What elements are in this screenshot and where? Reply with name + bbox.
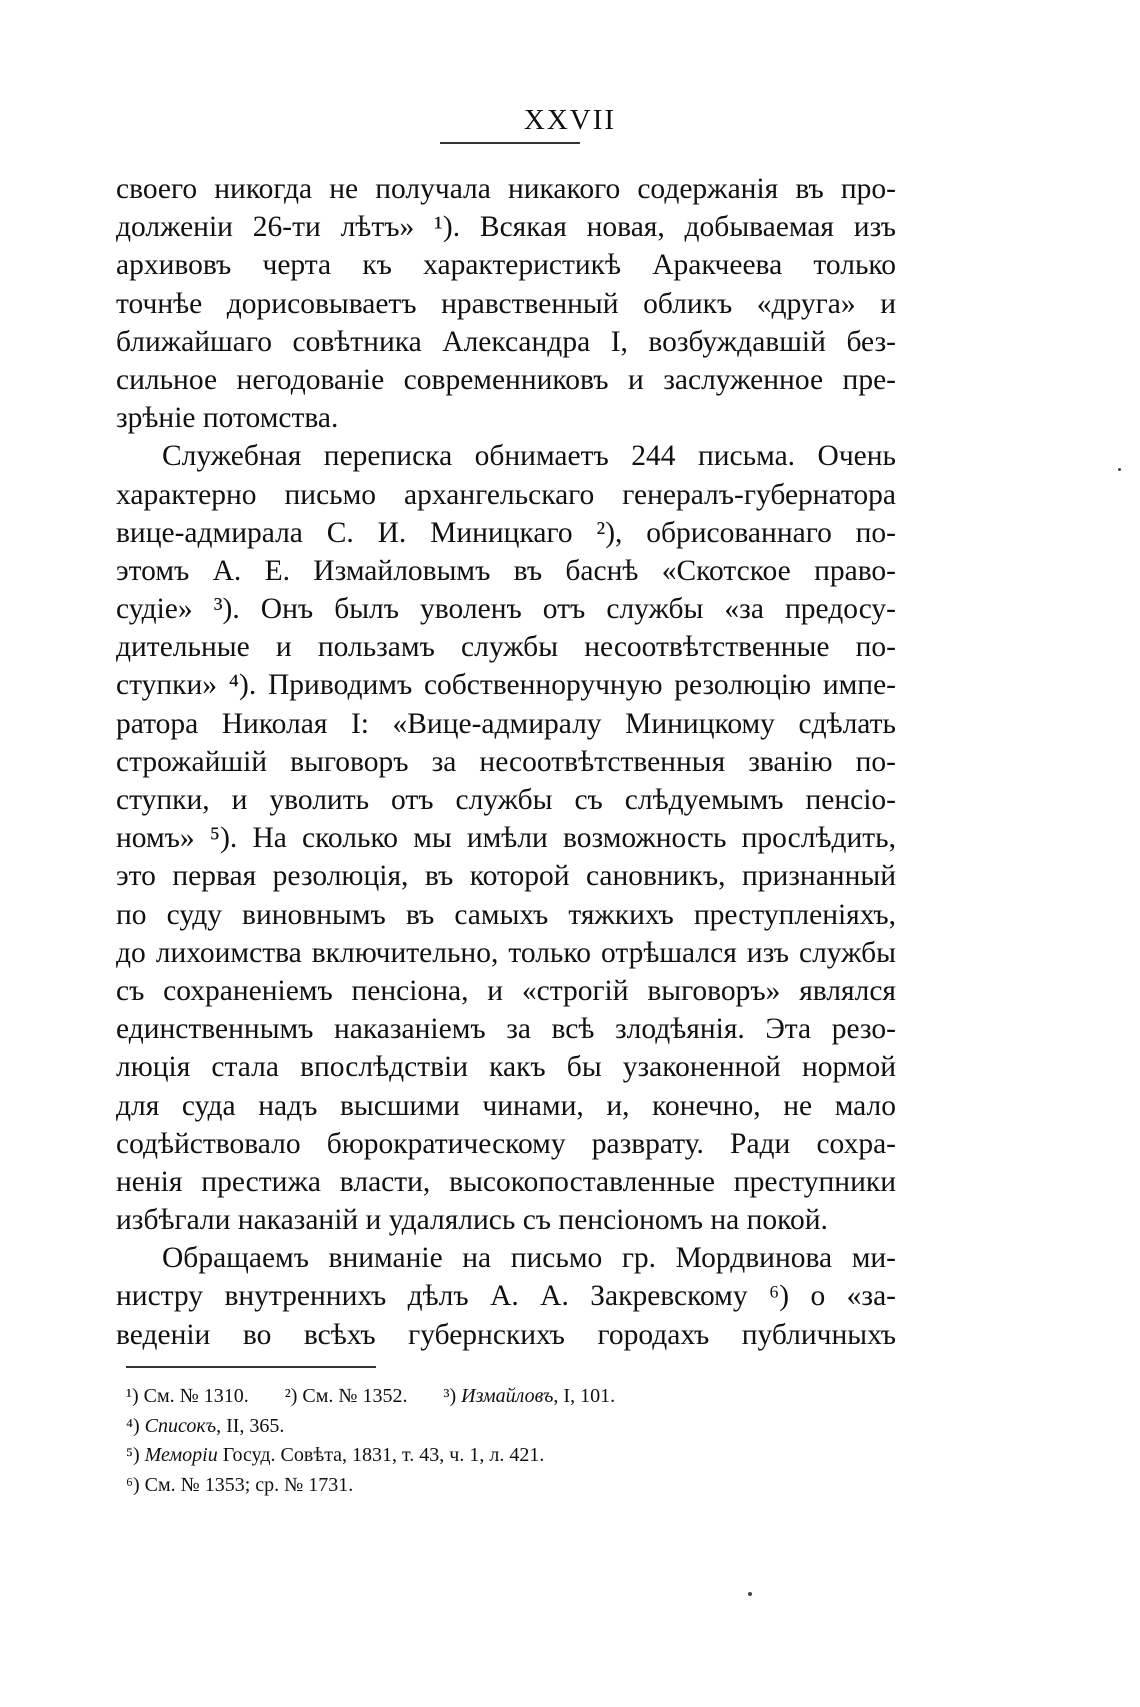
text-line: ступки, и уволить отъ службы съ слѣдуемымъ пенсіо- [116,784,896,816]
footnote-4: ⁴) Списокъ, II, 365. [126,1414,285,1437]
page-number-rule [440,142,580,144]
text-line: это первая резолюція, въ которой сановникъ, признанный [116,860,896,893]
text-line: съ сохраненіемъ пенсіона, и «строгій выговоръ» являлся [116,974,896,1007]
text-line: точнѣе дорисовываетъ нравственный обликъ «друга» и [116,287,896,320]
text-line: зрѣніе потомства. [116,402,339,435]
footnote-6: ⁶) См. № 1353; ср. № 1731. [126,1473,354,1496]
text-line: своего никогда не получала никакого содержанія въ про- [116,173,896,205]
footnote-rule [126,1366,376,1368]
footnotes [126,1382,615,1500]
text-line: для суда надъ высшими чинами, и, конечно, не мало [116,1089,896,1122]
footnote-5: ⁵) Меморіи Госуд. Совѣта, 1831, т. 43, ч. 1, л. 421. [126,1444,545,1466]
text-line: строжайшій выговоръ за несоотвѣтственныя званію по- [116,745,896,778]
text-line: ратора Николая I: «Вице-адмиралу Миницкому сдѣлать [116,707,896,740]
text-line: ненія престижа власти, высокопоставленные преступники [116,1165,896,1198]
text-line: ближайшаго совѣтника Александра I, возбуждавшій без- [116,325,896,358]
footnote-1: ¹) См. № 1310. [126,1385,249,1407]
footnote-2: ²) См. № 1352. [284,1385,408,1407]
text-line: вице-адмирала С. И. Миницкаго ²), обрисованнаго по- [116,516,896,549]
text-line: характерно письмо архангельскаго генералъ-губернатора [116,478,896,511]
text-line: веденіи во всѣхъ губернскихъ городахъ публичныхъ [116,1318,896,1351]
text-line: содѣйствовало бюрократическому разврату. Ради сохра- [116,1127,896,1160]
text-line: сильное негодованіе современниковъ и заслуженное пре- [116,363,896,396]
text-line: нистру внутреннихъ дѣлъ А. А. Закревскому ⁶) о «за- [116,1280,896,1313]
footnote-3: ³) Измайловъ, I, 101. [443,1385,616,1407]
body-text [116,170,896,1354]
text-line: по суду виновнымъ въ самыхъ тяжкихъ преступленіяхъ, [116,898,896,931]
text-line: Обращаемъ вниманіе на письмо гр. Мордвинова ми- [162,1242,896,1275]
text-line: судіе» ³). Онъ былъ уволенъ отъ службы «за предосу- [116,593,896,626]
scan-speck [748,1592,752,1596]
text-line: люція стала впослѣдствіи какъ бы узаконенной нормой [116,1051,896,1084]
text-line: этомъ А. Е. Измайловымъ въ баснѣ «Скотское право- [116,554,896,587]
text-line: избѣгали наказаній и удалялись съ пенсіономъ на покой. [116,1204,828,1237]
text-line: архивовъ черта къ характеристикѣ Аракчеева только [116,249,896,282]
text-line: номъ» ⁵). На сколько мы имѣли возможность прослѣдить, [116,822,896,855]
text-line: долженіи 26-ти лѣтъ» ¹). Всякая новая, добываемая изъ [116,211,896,244]
text-line: до лихоимства включительно, только отрѣшался изъ службы [116,936,896,969]
text-line: единственнымъ наказаніемъ за всѣ злодѣянія. Эта резо- [116,1013,896,1046]
text-line: Служебная переписка обнимаетъ 244 письма. Очень [162,440,896,473]
text-line: ступки» ⁴). Приводимъ собственноручную резолюцію импе- [116,669,896,702]
text-line: дительные и пользамъ службы несоотвѣтственные по- [116,631,896,664]
scan-speck [1118,468,1121,471]
page-number: XXVII [523,104,617,136]
footnote-line [126,1382,615,1412]
